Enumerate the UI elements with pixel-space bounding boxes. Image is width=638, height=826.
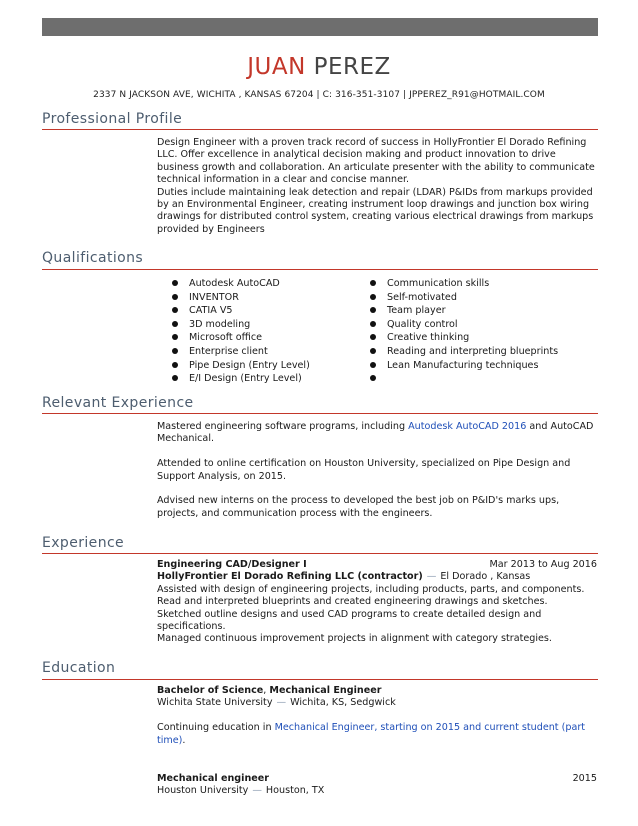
bullet-icon — [172, 375, 178, 381]
qualification-label: 3D modeling — [189, 318, 251, 330]
qualification-item — [172, 291, 357, 305]
qualification-label: CATIA V5 — [189, 305, 233, 317]
text-run: Mastered engineering software programs, including — [157, 421, 409, 432]
section-rule — [42, 129, 598, 130]
job-bullet: Sketched outline designs and used CAD programs to create detailed design and specifications. — [157, 608, 542, 632]
job-dates: Mar 2013 to Aug 2016 — [489, 559, 597, 570]
job-bullet: Assisted with design of engineering projects, including products, parts, and components. — [157, 583, 585, 595]
qualification-item — [172, 277, 357, 291]
bullet-icon — [172, 307, 178, 313]
profile-paragraph: Design Engineer with a proven track record of success in HollyFrontier El Dorado Refining LLC. Offer excellence in analytical decision making and product innovation to drive business growth and collaboration. An articulate presenter with the ability to communicate technical information in a clear and concise manner. — [157, 137, 595, 186]
bullet-icon — [370, 375, 376, 381]
qualification-label: Enterprise client — [189, 345, 268, 357]
qualification-item — [172, 304, 357, 318]
relevant-experience-text — [157, 421, 597, 520]
qualification-item — [370, 304, 595, 318]
school-name: Houston University — [157, 785, 249, 797]
job-title: Engineering CAD/Designer I — [157, 559, 307, 570]
qualification-label: Autodesk AutoCAD — [189, 278, 280, 289]
section-rule — [42, 269, 598, 270]
education-entry — [157, 685, 597, 747]
qualification-item — [172, 359, 357, 373]
qualification-item — [370, 345, 595, 359]
degree-field: Mechanical Engineer — [269, 685, 382, 696]
education-link[interactable]: Mechanical Engineer, starting on 2015 and current student (part time) — [157, 722, 586, 746]
qualification-label: INVENTOR — [189, 291, 239, 303]
bullet-icon — [172, 362, 178, 368]
profile-text — [157, 137, 597, 236]
text-run: and AutoCAD Mechanical. — [157, 421, 594, 445]
separator-dash: — — [252, 785, 262, 797]
bullet-icon — [370, 362, 376, 368]
section-title-profile: Professional Profile — [42, 111, 183, 127]
header-bar — [42, 18, 598, 36]
candidate-name — [0, 54, 638, 80]
bullet-icon — [172, 348, 178, 354]
school-location: Wichita, KS, Sedgwick — [290, 697, 396, 709]
section-rule — [42, 679, 598, 680]
bullet-icon — [370, 348, 376, 354]
school-name: Wichita State University — [157, 697, 273, 709]
qualification-item — [370, 318, 595, 332]
qualification-label: Creative thinking — [387, 332, 470, 344]
school-location: Houston, TX — [265, 785, 325, 797]
degree-separator: , — [263, 685, 267, 696]
company-name: HollyFrontier El Dorado Refining LLC (contractor) — [157, 571, 423, 583]
qualification-label: E/I Design (Entry Level) — [189, 373, 302, 385]
text-run: . — [182, 734, 186, 746]
contact-line: 2337 N JACKSON AVE, WICHITA , KANSAS 67204 | C: 316-351-3107 | JPPEREZ_R91@HOTMAIL.COM — [93, 90, 545, 100]
first-name: JUAN — [247, 54, 306, 80]
separator-dash: — — [426, 571, 437, 583]
qualification-label: Reading and interpreting blueprints — [387, 345, 559, 357]
relevant-paragraph: Advised new interns on the process to developed the best job on P&ID's marks ups, projects, and communication process with the engineers. — [157, 495, 560, 519]
qualification-item — [370, 291, 595, 305]
separator-dash: — — [276, 697, 287, 709]
education-entry — [157, 773, 597, 798]
section-rule — [42, 413, 598, 414]
section-rule — [42, 553, 598, 554]
bullet-icon — [370, 307, 376, 313]
graduation-year: 2015 — [572, 773, 597, 784]
qualification-label: Self-motivated — [387, 291, 457, 303]
job-location: El Dorado , Kansas — [440, 571, 531, 583]
relevant-paragraph: Attended to online certification on Houston University, specialized on Pipe Design and Support Analysis, on 2015. — [157, 458, 571, 482]
bullet-icon — [172, 334, 178, 340]
job-bullets — [157, 584, 597, 646]
qualification-item — [172, 372, 357, 386]
qualification-item — [370, 372, 595, 386]
qualification-item — [370, 331, 595, 345]
bullet-icon — [370, 294, 376, 300]
qualification-label: Communication skills — [387, 278, 490, 289]
job-bullet: Managed continuous improvement projects in alignment with category strategies. — [157, 633, 552, 645]
degree: Mechanical engineer — [157, 773, 270, 784]
qualification-item — [172, 331, 357, 345]
qualification-item — [172, 345, 357, 359]
job-entry — [157, 559, 597, 646]
section-title-qualifications: Qualifications — [42, 250, 144, 266]
job-bullet: Read and interpreted blueprints and created engineering drawings and sketches. — [157, 596, 548, 608]
relevant-paragraph — [157, 421, 597, 446]
last-name: PEREZ — [313, 54, 391, 80]
bullet-icon — [172, 294, 178, 300]
qualification-label: Microsoft office — [189, 332, 263, 344]
qualification-label: Lean Manufacturing techniques — [387, 359, 539, 371]
section-title-relevant-experience: Relevant Experience — [42, 395, 194, 411]
degree: Bachelor of Science — [157, 685, 264, 696]
qualification-item — [172, 318, 357, 332]
bullet-icon — [370, 280, 376, 286]
bullet-icon — [172, 280, 178, 286]
qualification-label: Quality control — [387, 318, 458, 330]
autocad-link[interactable]: Autodesk AutoCAD 2016 — [408, 421, 527, 432]
bullet-icon — [370, 334, 376, 340]
qualification-item — [370, 277, 595, 291]
qualifications-right-list — [370, 277, 595, 386]
section-title-education: Education — [42, 660, 116, 676]
bullet-icon — [370, 321, 376, 327]
qualifications-left-list — [172, 277, 357, 386]
bullet-icon — [172, 321, 178, 327]
text-run: Continuing education in — [157, 722, 275, 734]
qualification-item — [370, 359, 595, 373]
qualification-label: Team player — [387, 305, 446, 317]
profile-paragraph: Duties include maintaining leak detection and repair (LDAR) P&IDs from markups provided by an Environmental Engineer, creating instrument loop drawings and junction box wiring drawings for distributed control system, creating various electrical drawings from markups provided by Engineers — [157, 186, 594, 235]
education-note — [157, 722, 597, 747]
qualification-label: Pipe Design (Entry Level) — [189, 359, 310, 371]
section-title-experience: Experience — [42, 535, 125, 551]
